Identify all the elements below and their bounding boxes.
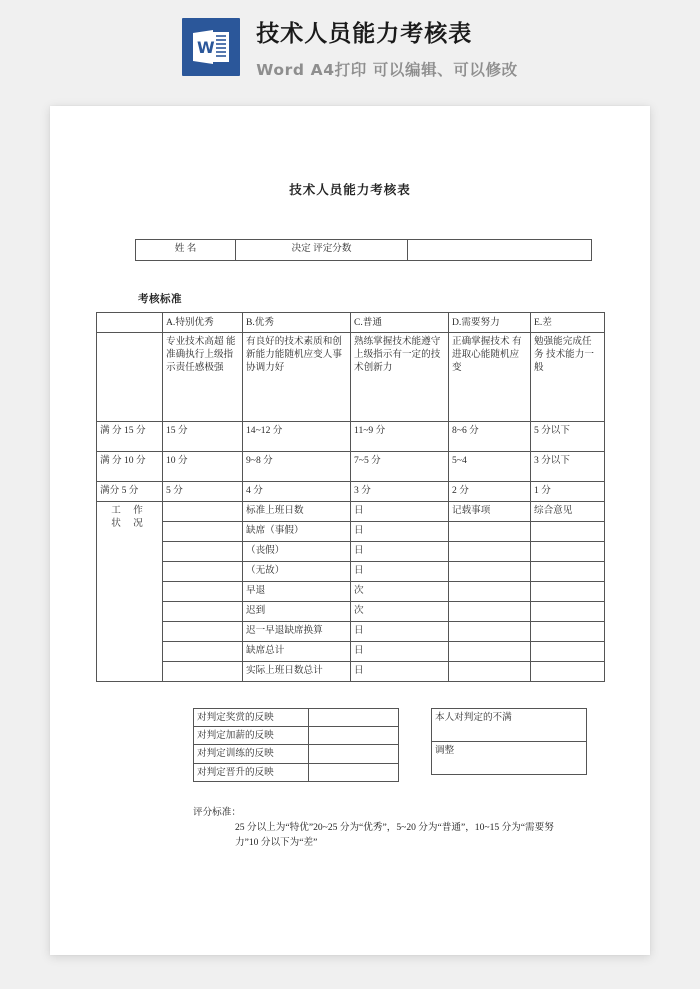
score-c: 7~5 分	[351, 452, 449, 482]
ws-opinion-cell[interactable]	[531, 522, 605, 542]
table-row	[97, 452, 605, 482]
table-row	[97, 602, 605, 622]
table-row	[194, 763, 399, 781]
score-a: 10 分	[163, 452, 243, 482]
table-header-row	[97, 313, 605, 333]
score-a: 5 分	[163, 482, 243, 502]
criteria-table	[96, 312, 605, 682]
ws-opinion-cell[interactable]	[531, 642, 605, 662]
ws-unit: 日	[351, 662, 449, 682]
ws-blank-cell[interactable]	[163, 602, 243, 622]
ws-item: 迟到	[243, 602, 351, 622]
banner-content	[182, 18, 517, 80]
ws-opinion-cell[interactable]	[531, 662, 605, 682]
ws-opinion-header: 综合意见	[531, 502, 605, 522]
feedback-value[interactable]	[309, 727, 399, 745]
score-d: 5~4	[449, 452, 531, 482]
feedback-value[interactable]	[309, 709, 399, 727]
ws-notes-cell[interactable]	[449, 582, 531, 602]
score-d: 8~6 分	[449, 422, 531, 452]
table-row	[97, 522, 605, 542]
ws-blank-cell[interactable]	[163, 542, 243, 562]
feedback-label: 对判定训练的反映	[194, 745, 309, 763]
table-row	[194, 745, 399, 763]
ws-opinion-cell[interactable]	[531, 582, 605, 602]
table-row	[97, 662, 605, 682]
promo-banner	[0, 0, 700, 105]
criteria-label: 评分标准：	[193, 807, 241, 818]
score-row-label: 满 分 10 分	[97, 452, 163, 482]
header-corner	[97, 313, 163, 333]
ws-item: 迟一早退缺席换算	[243, 622, 351, 642]
score-e: 5 分以下	[531, 422, 605, 452]
ws-unit: 日	[351, 542, 449, 562]
ws-item: 缺席总计	[243, 642, 351, 662]
ws-notes-cell[interactable]	[449, 622, 531, 642]
work-status-label-line2: 状 况	[111, 518, 148, 530]
table-row	[97, 422, 605, 452]
feedback-label: 对判定奖赏的反映	[194, 709, 309, 727]
ws-opinion-cell[interactable]	[531, 542, 605, 562]
section-label-criteria: 考核标准	[138, 294, 182, 305]
table-row	[432, 709, 587, 742]
table-row	[194, 709, 399, 727]
criteria-line-2: 分为“需要努力”10 分以下为“差”	[235, 821, 554, 848]
ws-notes-cell[interactable]	[449, 542, 531, 562]
ws-blank-cell[interactable]	[163, 562, 243, 582]
table-row	[97, 542, 605, 562]
ws-blank-cell[interactable]	[163, 522, 243, 542]
score-c: 3 分	[351, 482, 449, 502]
ws-unit: 日	[351, 642, 449, 662]
complaint-cell[interactable]: 本人对判定的不满	[432, 709, 587, 742]
feedback-section	[50, 708, 650, 790]
table-row	[97, 333, 605, 422]
score-row-label: 满 分 15 分	[97, 422, 163, 452]
ws-blank-cell[interactable]	[163, 502, 243, 522]
ws-opinion-cell[interactable]	[531, 602, 605, 622]
table-row	[97, 642, 605, 662]
table-row	[194, 727, 399, 745]
ws-blank-cell[interactable]	[163, 662, 243, 682]
work-status-label-line1: 工 作	[111, 505, 148, 516]
score-b: 14~12 分	[243, 422, 351, 452]
ws-item: （无故）	[243, 562, 351, 582]
score-a: 15 分	[163, 422, 243, 452]
ws-notes-cell[interactable]	[449, 642, 531, 662]
banner-text-block	[256, 18, 517, 80]
header-grade-d: D.需要努力	[449, 313, 531, 333]
ws-item: 标准上班日数	[243, 502, 351, 522]
desc-grade-c: 熟练掌握技术能遵守上级指示有一定的技术创新力	[351, 333, 449, 422]
ws-blank-cell[interactable]	[163, 622, 243, 642]
header-grade-e: E.差	[531, 313, 605, 333]
ws-notes-cell[interactable]	[449, 602, 531, 622]
feedback-label: 对判定加薪的反映	[194, 727, 309, 745]
header-grade-c: C.普通	[351, 313, 449, 333]
score-label-cell: 决定 评定分数	[236, 240, 408, 261]
name-table	[135, 239, 592, 261]
score-b: 9~8 分	[243, 452, 351, 482]
ws-item: （丧假）	[243, 542, 351, 562]
criteria-line-1: 25 分以上为“特优”20~25 分为“优秀”，5~20 分为“普通”，10~15	[235, 821, 500, 833]
page-title: 技术人员能力考核表	[289, 183, 411, 197]
ws-opinion-cell[interactable]	[531, 562, 605, 582]
score-e: 1 分	[531, 482, 605, 502]
svg-text:W: W	[197, 38, 215, 57]
feedback-label: 对判定晋升的反映	[194, 763, 309, 781]
ws-unit: 次	[351, 582, 449, 602]
ws-notes-cell[interactable]	[449, 522, 531, 542]
table-row	[136, 240, 592, 261]
feedback-value[interactable]	[309, 763, 399, 781]
table-row	[97, 582, 605, 602]
desc-grade-d: 正确掌握技术 有进取心能随机应变	[449, 333, 531, 422]
ws-opinion-cell[interactable]	[531, 622, 605, 642]
ws-item: 实际上班日数总计	[243, 662, 351, 682]
table-row	[432, 742, 587, 775]
ws-unit: 日	[351, 562, 449, 582]
score-b: 4 分	[243, 482, 351, 502]
feedback-right-table	[431, 708, 587, 775]
desc-grade-b: 有良好的技术素质和创新能力能随机应变人事协调力好	[243, 333, 351, 422]
score-d: 2 分	[449, 482, 531, 502]
table-row	[97, 562, 605, 582]
ws-notes-cell[interactable]	[449, 662, 531, 682]
table-row	[97, 622, 605, 642]
word-icon-glyph	[191, 27, 231, 67]
ws-notes-cell[interactable]	[449, 562, 531, 582]
table-row	[97, 502, 605, 522]
ws-unit: 日	[351, 522, 449, 542]
ws-unit: 日	[351, 502, 449, 522]
header-grade-a: A.特别优秀	[163, 313, 243, 333]
table-row	[97, 482, 605, 502]
scoring-criteria	[193, 806, 650, 851]
ws-blank-cell[interactable]	[163, 642, 243, 662]
score-c: 11~9 分	[351, 422, 449, 452]
desc-grade-a: 专业技术高超 能准确执行上级指示责任感极强	[163, 333, 243, 422]
banner-subtitle: Word A4打印 可以编辑、可以修改	[256, 60, 518, 79]
feedback-value[interactable]	[309, 745, 399, 763]
document-body	[50, 106, 650, 851]
work-status-label	[97, 502, 163, 682]
score-row-label: 满分 5 分	[97, 482, 163, 502]
ws-unit: 日	[351, 622, 449, 642]
criteria-body	[235, 821, 565, 851]
ws-notes-header: 记载事项	[449, 502, 531, 522]
banner-title: 技术人员能力考核表	[256, 21, 473, 47]
word-document-icon	[182, 18, 240, 76]
adjustment-cell[interactable]: 调整	[432, 742, 587, 775]
name-label-cell: 姓 名	[136, 240, 236, 261]
desc-grade-e: 勉强能完成任务 技术能力一般	[531, 333, 605, 422]
desc-corner	[97, 333, 163, 422]
header-grade-b: B.优秀	[243, 313, 351, 333]
feedback-left-table	[193, 708, 399, 782]
ws-item: 缺席（事假）	[243, 522, 351, 542]
ws-unit: 次	[351, 602, 449, 622]
score-e: 3 分以下	[531, 452, 605, 482]
ws-item: 早退	[243, 582, 351, 602]
score-value-cell[interactable]	[408, 240, 592, 261]
ws-blank-cell[interactable]	[163, 582, 243, 602]
document-page	[50, 106, 650, 955]
